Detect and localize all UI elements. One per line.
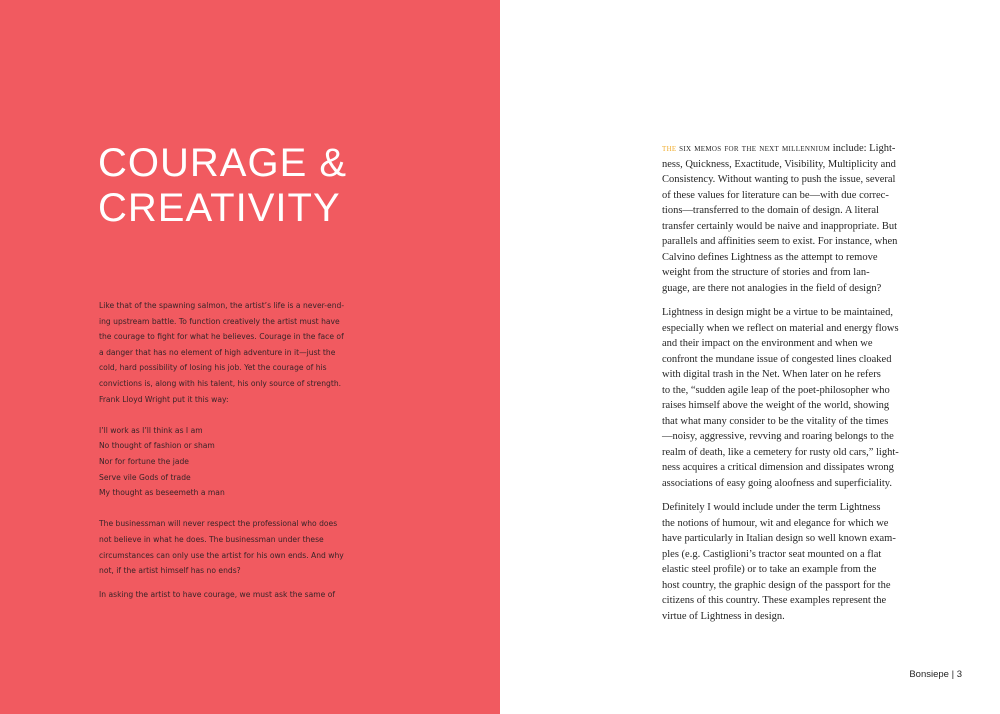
text-line: citizens of this country. These examples represent the (662, 595, 887, 606)
lead-tail: include: Light- (830, 143, 896, 154)
text-line: weight from the structure of stories and from lan- (662, 267, 870, 278)
text-line: —noisy, aggressive, revving and roaring belongs to the (662, 431, 894, 442)
title-line-2: CREATIVITY (98, 186, 341, 230)
poem-line: Serve vile Gods of trade (99, 472, 191, 482)
text-line: have particularly in Italian design so well known exam- (662, 533, 896, 544)
running-footer: Bonsiepe | 3 (909, 669, 962, 680)
text-line: associations of easy going aloofness and superficiality. (662, 477, 892, 489)
poem-line: No thought of fashion or sham (99, 441, 215, 451)
paragraph-businessman (99, 516, 351, 578)
text-line: circumstances can only use the artist for his own ends. And why (99, 550, 344, 560)
left-body-text (99, 298, 351, 602)
text-line: transfer certainly would be naive and inappropriate. But (662, 220, 897, 232)
poem-line: I’ll work as I’ll think as I am (99, 425, 203, 435)
lead-word: the (662, 143, 677, 154)
poem-line: My thought as beseemeth a man (99, 488, 225, 498)
text-line: the courage to fight for what he believes. Courage in the face of (99, 332, 344, 342)
text-line: parallels and affinities seem to exist. For instance, when (662, 236, 898, 247)
text-line: The businessman will never respect the professional who does (99, 519, 338, 529)
text-line: a danger that has no element of high adventure in it—just the (99, 347, 336, 357)
text-line: In asking the artist to have courage, we must ask the same of (99, 589, 336, 599)
paragraph-humour (662, 500, 904, 624)
text-line: Like that of the spawning salmon, the artist’s life is a never-end- (99, 301, 345, 310)
text-line: especially when we reflect on material and energy flows (662, 322, 899, 334)
text-line: host country, the graphic design of the passport for the (662, 579, 891, 591)
paragraph-intro (99, 298, 351, 407)
text-line: ness acquires a critical dimension and dissipates wrong (662, 462, 894, 473)
text-line: guage, are there not analogies in the field of design? (662, 282, 882, 294)
paragraph-lightness (662, 305, 904, 491)
text-line: to the, “sudden agile leap of the poet-philosopher who (662, 384, 890, 396)
poem-line: Nor for fortune the jade (99, 456, 189, 466)
text-line: ing upstream battle. To function creatively the artist must have (99, 316, 340, 326)
text-line: ness, Quickness, Exactitude, Visibility, Multiplicity and (662, 158, 896, 170)
text-line: realm of death, like a cemetery for rusty old cars,” light- (662, 446, 899, 458)
text-line: not, if the artist himself has no ends? (99, 566, 241, 576)
text-line: confront the mundane issue of congested lines cloaked (662, 353, 892, 365)
text-line (662, 141, 904, 157)
text-line: Calvino defines Lightness as the attempt to remove (662, 251, 878, 263)
text-line: of these values for literature can be—with due correc- (662, 189, 889, 201)
text-line: tions—transferred to the domain of design. A literal (662, 205, 879, 216)
paragraph-six-memos (662, 141, 904, 296)
text-line: convictions is, along with his talent, his only source of strength. (99, 378, 342, 388)
text-line: Frank Lloyd Wright put it this way: (99, 394, 229, 404)
paragraph-closing (99, 587, 351, 603)
text-line: and their impact on the environment and when we (662, 338, 873, 349)
text-line: Consistency. Without wanting to push the issue, several (662, 174, 896, 185)
text-line: Lightness in design might be a virtue to be maintained, (662, 307, 893, 318)
text-line: virtue of Lightness in design. (662, 610, 785, 622)
text-line: cold, hard possibility of losing his job. Yet the courage of his (99, 363, 327, 373)
text-line: elastic steel profile) or to take an example from the (662, 564, 877, 575)
right-body-text (662, 141, 904, 624)
title-line-1: COURAGE & (98, 141, 348, 185)
poem (99, 423, 351, 501)
text-line: raises himself above the weight of the world, showing (662, 400, 890, 411)
lead-small-caps: six memos for the next millennium (679, 143, 831, 154)
text-line: that what many consider to be the vitality of the times (662, 415, 889, 427)
page-title (98, 141, 347, 231)
text-line: not believe in what he does. The businessman under these (99, 534, 324, 544)
text-line: the notions of humour, wit and elegance for which we (662, 517, 889, 529)
text-line: ples (e.g. Castiglioni’s tractor seat mounted on a flat (662, 548, 882, 560)
text-line: Definitely I would include under the term Lightness (662, 502, 881, 513)
text-line: with digital trash in the Net. When later on he refers (662, 369, 881, 380)
